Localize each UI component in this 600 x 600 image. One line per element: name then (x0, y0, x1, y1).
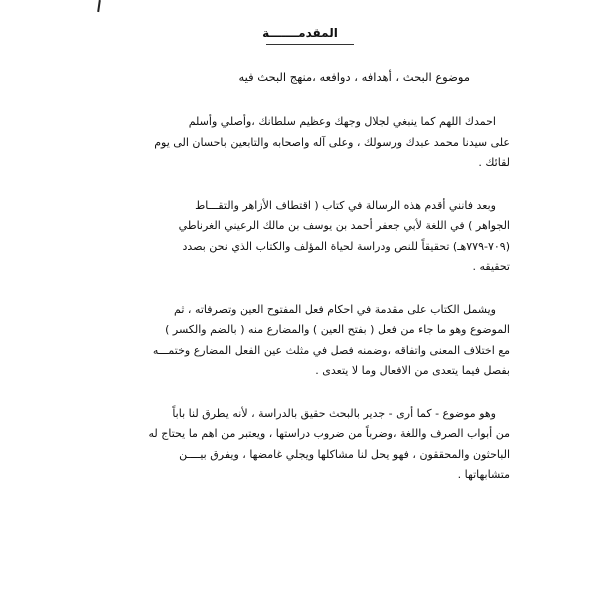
text-line: الموضوع وهو ما جاء من فعل ( بفتح العين ) والمضارع منه ( بالضم والكسر ) (165, 323, 510, 336)
page-subtitle: موضوع البحث ، أهدافه ، دوافعه ،منهج البحث فيه (238, 70, 470, 84)
text-line: وهو موضوع - كما أرى - جدير بالبحث حقيق بالدراسة ، لأنه يطرق لنا باباً (172, 406, 496, 420)
text-line: احمدك اللهم كما ينبغي لجلال وجهك وعظيم سلطانك ،وأصلي وأسلم (188, 115, 496, 128)
text-line: متشابهاتها . (457, 468, 510, 481)
text-line: من أبواب الصرف واللغة ،وضرباً من ضروب دراستها ، ويعتبر من اهم ما يحتاج له (148, 427, 510, 440)
text-line: وبعد فانني أقدم هذه الرسالة في كتاب ( اقتطاف الأزاهر والتقـــاط (195, 198, 496, 212)
corner-mark (97, 0, 101, 12)
title-underline (266, 44, 354, 45)
page-title: المقدمـــــــة (262, 26, 338, 40)
text-line: على سيدنا محمد عبدك ورسولك ، وعلى آله واصحابه والتابعين باحسان الى يوم (154, 135, 510, 149)
paragraph (38, 112, 510, 174)
paragraph (38, 196, 510, 278)
text-line: ويشمل الكتاب على مقدمة في احكام فعل المفتوح العين وتصرفاته ، ثم (174, 302, 496, 316)
body-text (38, 112, 510, 508)
text-line: بفصل فيما يتعدى من الافعال وما لا يتعدى . (315, 364, 510, 377)
text-line: الجواهر ) في اللغة لأبي جعفر أحمد بن يوسف بن مالك الرعيني الغرناطي (178, 219, 510, 232)
paragraph (38, 300, 510, 382)
text-line: (٧٠٩-٧٧٩هـ) تحقيقاً للنص ودراسة لحياة المؤلف والكتاب الذي نحن بصدد (182, 239, 510, 253)
text-line: مع اختلاف المعنى واتفاقه ،وضمنه فصل في مثلث عين الفعل المضارع وختمـــه (152, 343, 510, 357)
text-line: الباحثون والمحققون ، فهو يحل لنا مشاكلها ويجلي غامضها ، ويفرق بيــــن (179, 447, 510, 461)
text-line: تحقيقه . (472, 260, 510, 273)
paragraph (38, 404, 510, 486)
text-line: لقائك . (478, 156, 510, 169)
